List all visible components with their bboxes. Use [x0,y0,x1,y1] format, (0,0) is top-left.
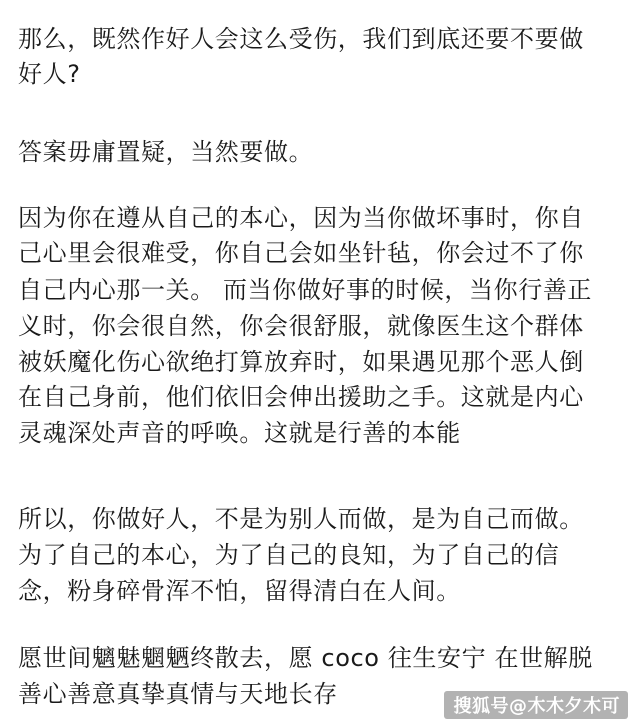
article-line-4: 因为你在遵从自己的本心，因为当你做坏事时，你自 [18,204,584,232]
article-line-2: 好人? [18,60,81,88]
article-line-14: 愿世间魑魅魍魉终散去，愿 coco 往生安宁 在世解脱 [18,644,593,672]
article-line-15: 善心善意真挚真情与天地长存 [18,680,338,708]
article-line-8: 被妖魔化伤心欲绝打算放弃时，如果遇见那个恶人倒 [18,348,584,376]
article-line-11: 所以，你做好人，不是为别人而做，是为自己而做。 [18,505,584,533]
sohu-watermark [444,691,629,719]
article-line-3: 答案毋庸置疑，当然要做。 [18,138,314,166]
article-line-9: 在自己身前，他们依旧会伸出援助之手。这就是内心 [18,383,584,411]
article-line-5: 己心里会很难受，你自己会如坐针毡，你会过不了你 [18,239,584,267]
article-line-1: 那么，既然作好人会这么受伤，我们到底还要不要做 [18,25,584,53]
article-line-7: 义时，你会很自然，你会很舒服，就像医生这个群体 [18,312,584,340]
article-line-12: 为了自己的本心，为了自己的良知，为了自己的信 [18,541,560,569]
article-line-13: 念，粉身碎骨浑不怕，留得清白在人间。 [18,577,461,605]
watermark-text: 搜狐号@木木夕木可 [453,696,620,717]
article-line-10: 灵魂深处声音的呼唤。这就是行善的本能 [18,419,461,447]
article-line-6: 自己内心那一关。 而当你做好事的时候，当你行善正 [18,276,593,304]
